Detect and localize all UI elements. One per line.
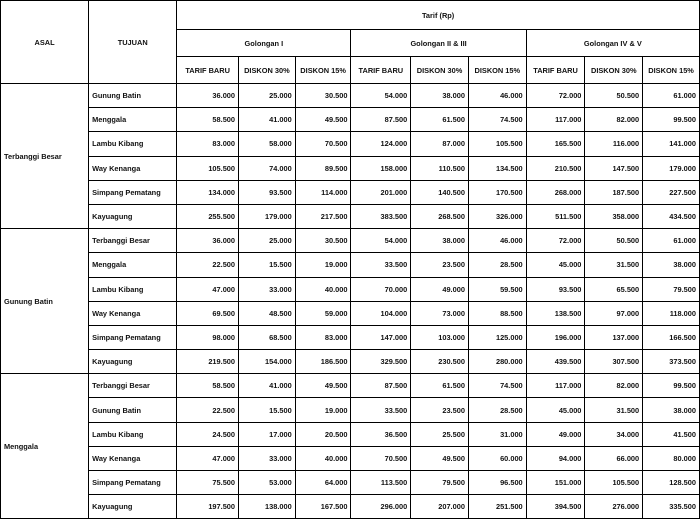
destination-cell: Way Kenanga (89, 156, 177, 180)
fare-cell: 114.000 (295, 180, 351, 204)
fare-cell: 68.500 (239, 325, 296, 349)
fare-cell: 54.000 (351, 229, 411, 253)
fare-cell: 251.500 (468, 495, 526, 519)
fare-cell: 197.500 (177, 495, 239, 519)
fare-cell: 74.000 (239, 156, 296, 180)
fare-cell: 38.000 (411, 229, 469, 253)
fare-cell: 116.000 (585, 132, 643, 156)
fare-cell: 179.000 (643, 156, 700, 180)
fare-cell: 99.500 (643, 108, 700, 132)
fare-cell: 65.500 (585, 277, 643, 301)
fare-cell: 45.000 (526, 253, 585, 277)
table-body (1, 84, 700, 519)
subcol-tarif-baru: TARIF BARU (177, 57, 239, 84)
fare-cell: 66.000 (585, 446, 643, 470)
table-row (1, 301, 700, 325)
fare-cell: 170.500 (468, 180, 526, 204)
fare-cell: 74.500 (468, 374, 526, 398)
fare-cell: 19.000 (295, 253, 351, 277)
destination-cell: Kayuagung (89, 495, 177, 519)
fare-cell: 30.500 (295, 229, 351, 253)
fare-cell: 201.000 (351, 180, 411, 204)
fare-cell: 73.000 (411, 301, 469, 325)
fare-cell: 79.500 (411, 471, 469, 495)
fare-cell: 64.000 (295, 471, 351, 495)
fare-cell: 151.000 (526, 471, 585, 495)
destination-cell: Simpang Pematang (89, 471, 177, 495)
fare-cell: 25.000 (239, 84, 296, 108)
fare-cell: 49.000 (526, 422, 585, 446)
fare-cell: 117.000 (526, 108, 585, 132)
fare-cell: 74.500 (468, 108, 526, 132)
fare-cell: 46.000 (468, 229, 526, 253)
fare-cell: 70.500 (351, 446, 411, 470)
subcol-diskon-15: DISKON 15% (468, 57, 526, 84)
destination-cell: Simpang Pematang (89, 180, 177, 204)
fare-cell: 38.000 (643, 398, 700, 422)
fare-cell: 33.000 (239, 446, 296, 470)
fare-cell: 128.500 (643, 471, 700, 495)
table-row (1, 398, 700, 422)
fare-cell: 104.000 (351, 301, 411, 325)
fare-cell: 17.000 (239, 422, 296, 446)
fare-cell: 105.500 (177, 156, 239, 180)
fare-cell: 31.000 (468, 422, 526, 446)
fare-cell: 49.000 (411, 277, 469, 301)
fare-cell: 48.500 (239, 301, 296, 325)
fare-cell: 141.000 (643, 132, 700, 156)
destination-cell: Gunung Batin (89, 84, 177, 108)
fare-cell: 99.500 (643, 374, 700, 398)
fare-cell: 268.000 (526, 180, 585, 204)
fare-cell: 50.500 (585, 229, 643, 253)
fare-cell: 46.000 (468, 84, 526, 108)
fare-cell: 147.500 (585, 156, 643, 180)
fare-cell: 45.000 (526, 398, 585, 422)
subcol-diskon-30: DISKON 30% (585, 57, 643, 84)
fare-cell: 105.500 (468, 132, 526, 156)
table-row (1, 374, 700, 398)
fare-cell: 134.000 (177, 180, 239, 204)
fare-cell: 75.500 (177, 471, 239, 495)
destination-cell: Gunung Batin (89, 398, 177, 422)
fare-cell: 33.500 (351, 253, 411, 277)
fare-cell: 15.500 (239, 253, 296, 277)
fare-cell: 167.500 (295, 495, 351, 519)
table-row (1, 156, 700, 180)
fare-cell: 88.500 (468, 301, 526, 325)
fare-cell: 140.500 (411, 180, 469, 204)
table-row (1, 446, 700, 470)
fare-cell: 54.000 (351, 84, 411, 108)
fare-cell: 28.500 (468, 398, 526, 422)
fare-cell: 22.500 (177, 253, 239, 277)
fare-cell: 110.500 (411, 156, 469, 180)
fare-cell: 255.500 (177, 204, 239, 228)
fare-cell: 280.000 (468, 350, 526, 374)
table-row (1, 350, 700, 374)
destination-cell: Kayuagung (89, 204, 177, 228)
fare-cell: 187.500 (585, 180, 643, 204)
fare-cell: 28.500 (468, 253, 526, 277)
destination-cell: Terbanggi Besar (89, 229, 177, 253)
fare-cell: 33.000 (239, 277, 296, 301)
table-row (1, 108, 700, 132)
fare-cell: 61.500 (411, 108, 469, 132)
fare-cell: 25.000 (239, 229, 296, 253)
origin-cell: Gunung Batin (1, 229, 89, 374)
fare-cell: 49.500 (295, 108, 351, 132)
fare-cell: 307.500 (585, 350, 643, 374)
fare-cell: 118.000 (643, 301, 700, 325)
fare-cell: 36.500 (351, 422, 411, 446)
table-row (1, 180, 700, 204)
fare-cell: 383.500 (351, 204, 411, 228)
table-header (1, 1, 700, 84)
fare-cell: 87.000 (411, 132, 469, 156)
fare-cell: 96.500 (468, 471, 526, 495)
fare-cell: 227.500 (643, 180, 700, 204)
origin-cell: Menggala (1, 374, 89, 519)
asal-header: ASAL (1, 1, 89, 84)
fare-cell: 166.500 (643, 325, 700, 349)
destination-cell: Way Kenanga (89, 446, 177, 470)
fare-cell: 80.000 (643, 446, 700, 470)
fare-cell: 296.000 (351, 495, 411, 519)
fare-cell: 50.500 (585, 84, 643, 108)
fare-cell: 219.500 (177, 350, 239, 374)
fare-cell: 89.500 (295, 156, 351, 180)
fare-cell: 87.500 (351, 108, 411, 132)
fare-cell: 137.000 (585, 325, 643, 349)
fare-cell: 511.500 (526, 204, 585, 228)
destination-cell: Lambu Kibang (89, 277, 177, 301)
fare-cell: 329.500 (351, 350, 411, 374)
fare-cell: 326.000 (468, 204, 526, 228)
table-row (1, 229, 700, 253)
subcol-diskon-15: DISKON 15% (295, 57, 351, 84)
destination-cell: Kayuagung (89, 350, 177, 374)
fare-cell: 82.000 (585, 374, 643, 398)
table-row (1, 422, 700, 446)
fare-cell: 138.000 (239, 495, 296, 519)
fare-cell: 72.000 (526, 84, 585, 108)
fare-cell: 61.000 (643, 84, 700, 108)
fare-cell: 113.500 (351, 471, 411, 495)
fare-cell: 72.000 (526, 229, 585, 253)
table-row (1, 277, 700, 301)
fare-cell: 186.500 (295, 350, 351, 374)
fare-cell: 70.000 (351, 277, 411, 301)
fare-cell: 79.500 (643, 277, 700, 301)
fare-cell: 103.000 (411, 325, 469, 349)
fare-cell: 94.000 (526, 446, 585, 470)
table-row (1, 325, 700, 349)
fare-cell: 230.500 (411, 350, 469, 374)
fare-cell: 158.000 (351, 156, 411, 180)
table-row (1, 204, 700, 228)
table-row (1, 132, 700, 156)
destination-cell: Menggala (89, 253, 177, 277)
fare-cell: 40.000 (295, 277, 351, 301)
group-header-golongan-4-5: Golongan IV & V (526, 30, 699, 57)
fare-cell: 60.000 (468, 446, 526, 470)
fare-cell: 47.000 (177, 277, 239, 301)
origin-cell: Terbanggi Besar (1, 84, 89, 229)
fare-cell: 61.500 (411, 374, 469, 398)
fare-cell: 30.500 (295, 84, 351, 108)
fare-cell: 49.500 (295, 374, 351, 398)
fare-cell: 47.000 (177, 446, 239, 470)
subcol-tarif-baru: TARIF BARU (351, 57, 411, 84)
fare-cell: 19.000 (295, 398, 351, 422)
fare-cell: 394.500 (526, 495, 585, 519)
fare-cell: 38.000 (411, 84, 469, 108)
fare-cell: 53.000 (239, 471, 296, 495)
table-row (1, 253, 700, 277)
destination-cell: Terbanggi Besar (89, 374, 177, 398)
fare-cell: 138.500 (526, 301, 585, 325)
fare-cell: 40.000 (295, 446, 351, 470)
destination-cell: Way Kenanga (89, 301, 177, 325)
fare-cell: 31.500 (585, 398, 643, 422)
subcol-tarif-baru: TARIF BARU (526, 57, 585, 84)
fare-cell: 147.000 (351, 325, 411, 349)
fare-cell: 154.000 (239, 350, 296, 374)
destination-cell: Menggala (89, 108, 177, 132)
fare-cell: 134.500 (468, 156, 526, 180)
fare-cell: 33.500 (351, 398, 411, 422)
fare-cell: 125.000 (468, 325, 526, 349)
fare-cell: 34.000 (585, 422, 643, 446)
group-header-golongan-2-3: Golongan II & III (351, 30, 526, 57)
fare-cell: 207.000 (411, 495, 469, 519)
fare-cell: 87.500 (351, 374, 411, 398)
fare-cell: 165.500 (526, 132, 585, 156)
fare-cell: 98.000 (177, 325, 239, 349)
fare-cell: 59.000 (295, 301, 351, 325)
fare-cell: 69.500 (177, 301, 239, 325)
fare-cell: 15.500 (239, 398, 296, 422)
fare-cell: 373.500 (643, 350, 700, 374)
fare-cell: 210.500 (526, 156, 585, 180)
table-row (1, 495, 700, 519)
destination-cell: Simpang Pematang (89, 325, 177, 349)
table-row (1, 84, 700, 108)
destination-cell: Lambu Kibang (89, 132, 177, 156)
fare-cell: 41.000 (239, 374, 296, 398)
fare-cell: 217.500 (295, 204, 351, 228)
destination-cell: Lambu Kibang (89, 422, 177, 446)
fare-cell: 70.500 (295, 132, 351, 156)
fare-cell: 276.000 (585, 495, 643, 519)
fare-cell: 97.000 (585, 301, 643, 325)
fare-cell: 22.500 (177, 398, 239, 422)
fare-cell: 59.500 (468, 277, 526, 301)
table-row (1, 471, 700, 495)
fare-cell: 23.500 (411, 253, 469, 277)
fare-cell: 23.500 (411, 398, 469, 422)
fare-cell: 36.000 (177, 229, 239, 253)
fare-cell: 58.500 (177, 108, 239, 132)
subcol-diskon-30: DISKON 30% (239, 57, 296, 84)
fare-cell: 58.500 (177, 374, 239, 398)
fare-cell: 25.500 (411, 422, 469, 446)
fare-cell: 24.500 (177, 422, 239, 446)
fare-cell: 179.000 (239, 204, 296, 228)
fare-cell: 58.000 (239, 132, 296, 156)
fare-cell: 93.500 (526, 277, 585, 301)
fare-cell: 82.000 (585, 108, 643, 132)
fare-cell: 358.000 (585, 204, 643, 228)
fare-cell: 20.500 (295, 422, 351, 446)
tarif-header: Tarif (Rp) (177, 1, 700, 30)
fare-cell: 49.500 (411, 446, 469, 470)
fare-cell: 335.500 (643, 495, 700, 519)
fare-cell: 31.500 (585, 253, 643, 277)
fare-cell: 434.500 (643, 204, 700, 228)
tujuan-header: TUJUAN (89, 1, 177, 84)
fare-cell: 41.000 (239, 108, 296, 132)
fare-cell: 117.000 (526, 374, 585, 398)
group-header-golongan-1: Golongan I (177, 30, 351, 57)
fare-cell: 38.000 (643, 253, 700, 277)
fare-cell: 93.500 (239, 180, 296, 204)
subcol-diskon-15: DISKON 15% (643, 57, 700, 84)
fare-cell: 124.000 (351, 132, 411, 156)
fare-cell: 41.500 (643, 422, 700, 446)
fare-cell: 105.500 (585, 471, 643, 495)
fare-cell: 83.000 (295, 325, 351, 349)
fare-cell: 439.500 (526, 350, 585, 374)
fare-cell: 196.000 (526, 325, 585, 349)
subcol-diskon-30: DISKON 30% (411, 57, 469, 84)
fare-cell: 268.500 (411, 204, 469, 228)
fare-cell: 36.000 (177, 84, 239, 108)
fare-cell: 83.000 (177, 132, 239, 156)
fare-cell: 61.000 (643, 229, 700, 253)
